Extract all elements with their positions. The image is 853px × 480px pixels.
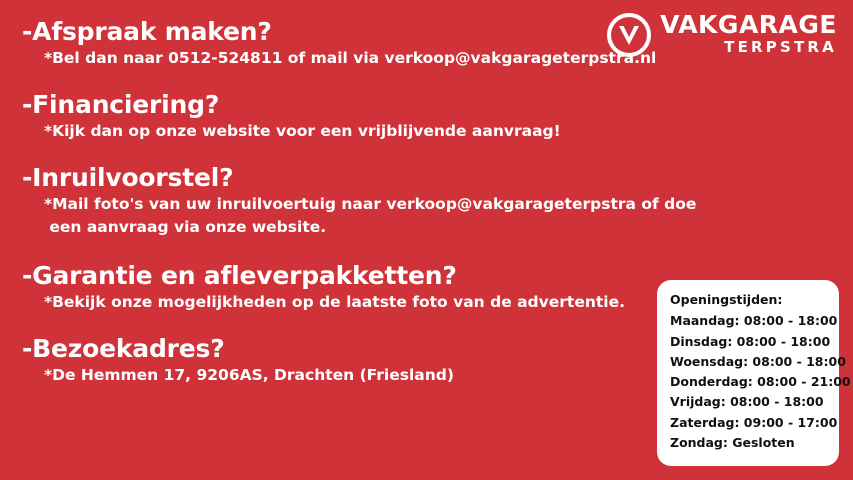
- opening-hours-row-thursday: Donderdag: 08:00 - 21:00: [670, 374, 851, 389]
- block-line: een aanvraag via onze website.: [44, 217, 327, 236]
- opening-hours-row-saturday: Zaterdag: 09:00 - 17:00: [670, 414, 838, 430]
- block-title: -Afspraak maken?: [22, 17, 272, 46]
- opening-hours-title: Openingstijden:: [670, 292, 783, 308]
- block-line: *Mail foto's van uw inruilvoertuig naar verkoop@vakgarageterpstra of doe: [44, 195, 697, 214]
- brand-name: VAKGARAGE: [660, 10, 837, 39]
- opening-hours-panel: [657, 280, 851, 466]
- block-line: *De Hemmen 17, 9206AS, Drachten (Friesland): [44, 366, 454, 385]
- block-title: -Garantie en afleverpakketten?: [22, 261, 457, 291]
- opening-hours-row-sunday: Zondag: Gesloten: [670, 434, 795, 450]
- block-line: *Bel dan naar 0512-524811 of mail via verkoop@vakgarageterpstra.nl: [44, 48, 657, 67]
- brand-subname: TERPSTRA: [724, 38, 837, 56]
- opening-hours-row-friday: Vrijdag: 08:00 - 18:00: [670, 394, 824, 410]
- info-block-bezoekadres: [22, 335, 682, 386]
- brand-wordmark: [660, 12, 837, 57]
- block-title: -Financiering?: [22, 90, 220, 120]
- info-block-financiering: [22, 91, 682, 142]
- opening-hours-row-wednesday: Woensdag: 08:00 - 18:00: [670, 353, 846, 369]
- block-title: -Bezoekadres?: [22, 334, 225, 364]
- info-block-garantie: [22, 262, 682, 313]
- opening-hours-row-tuesday: Dinsdag: 08:00 - 18:00: [670, 333, 831, 349]
- block-line: *Kijk dan op onze website voor een vrijblijvende aanvraag!: [44, 121, 561, 140]
- info-block-afspraak: [22, 18, 682, 69]
- block-title: -Inruilvoorstel?: [22, 163, 234, 193]
- block-line: *Bekijk onze mogelijkheden op de laatste foto van de advertentie.: [44, 292, 625, 311]
- info-block-inruilvoorstel: [22, 163, 697, 238]
- opening-hours-row-monday: Maandag: 08:00 - 18:00: [670, 313, 838, 329]
- info-blocks: [22, 17, 697, 387]
